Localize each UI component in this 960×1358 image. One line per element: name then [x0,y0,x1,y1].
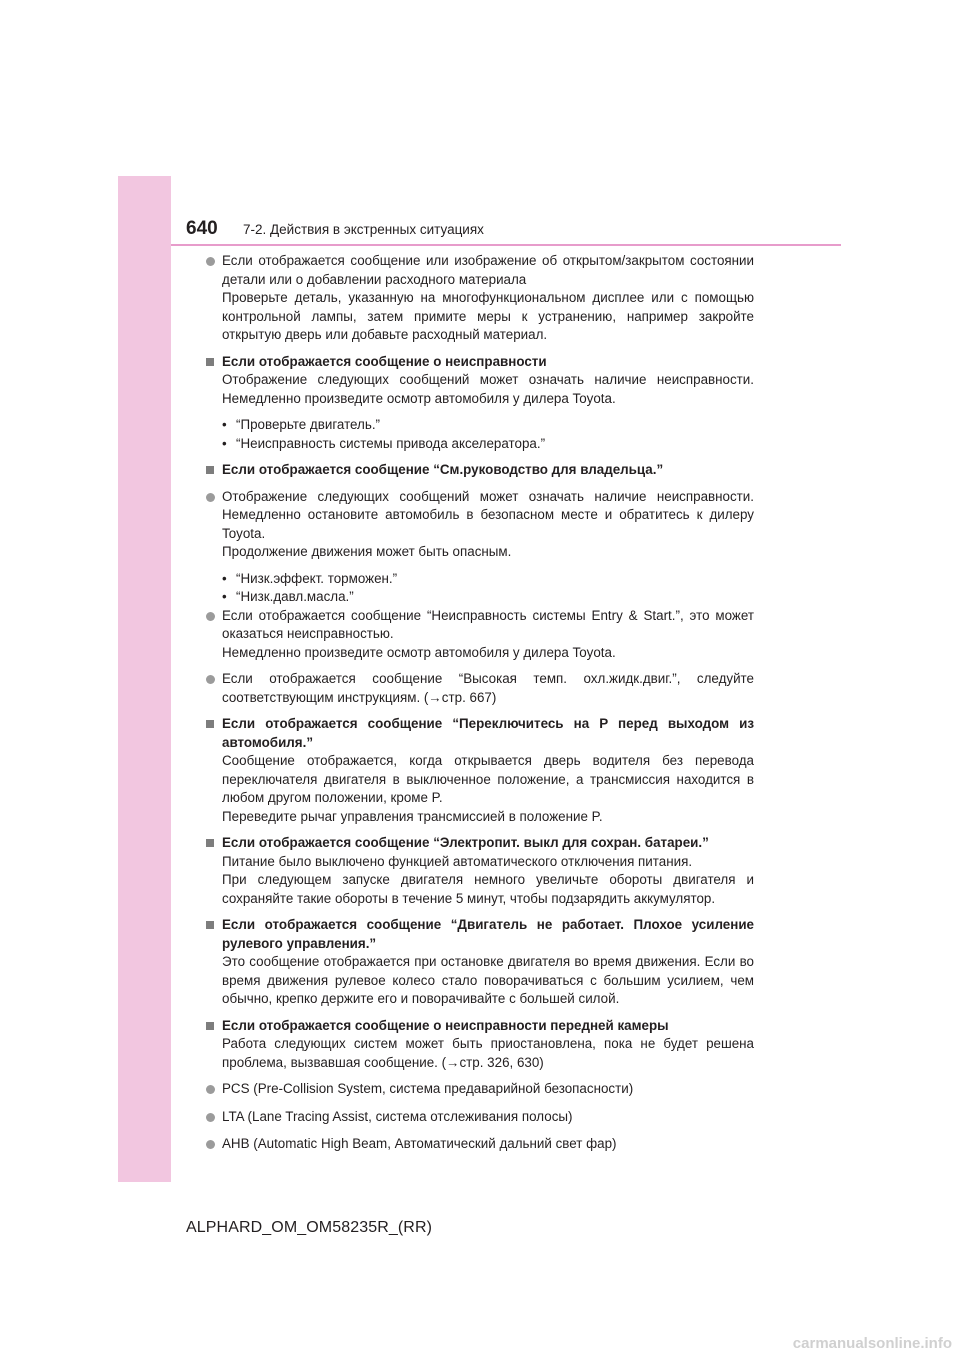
bullet-item [206,607,754,663]
page-number: 640 [186,218,218,239]
bullet-circle-icon [206,493,215,502]
heading-square-icon [206,466,214,474]
section-heading [206,916,754,953]
paragraph: Немедленно произведите осмотр автомобиля у дилера Toyota. [222,644,616,660]
section-heading [206,834,754,853]
bullet-circle-icon [206,1113,215,1122]
bullet-item [206,1135,754,1155]
heading-text: Если отображается сообщение о неисправности [222,353,547,369]
list-item-text: “Низк.давл.масла.” [236,589,354,604]
bullet-item [206,1108,754,1128]
body-text [206,953,754,1009]
section-heading [206,1017,754,1036]
heading-text: Если отображается сообщение о неисправности передней камеры [222,1017,669,1033]
bullet-item [206,1080,754,1100]
heading-text: Если отображается сообщение “Двигатель не работает. Плохое усиление рулевого управления.” [222,917,754,951]
heading-square-icon [206,720,214,728]
bullet-circle-icon [206,1140,215,1149]
heading-square-icon [206,1022,214,1030]
list-item: • “Низк.эффект. торможен.” [222,570,754,589]
body-text [206,752,754,826]
side-tab-band [118,176,171,1182]
heading-square-icon [206,921,214,929]
paragraph: Продолжение движения может быть опасным. [222,544,512,559]
body-text [206,371,754,408]
paragraph: Это сообщение отображается при остановке двигателя во время движения. Если во время движения рулевое колесо стало поворачиваться с большим усилием, чем обычно, крепко держите его и поворачивайте с большей силой. [222,954,754,1006]
paragraph: При следующем запуске двигателя немного увеличьте обороты двигателя и сохраняйте такие обороты в течение 5 минут, чтобы подзарядить аккумулятор. [222,872,754,906]
bullet-item [206,488,754,562]
bullet-item [206,670,754,707]
dot-list [206,570,754,607]
paragraph: Переведите рычаг управления трансмиссией в положение P. [222,808,603,824]
heading-square-icon [206,839,214,847]
paragraph: Работа следующих систем может быть приостановлена, пока не будет решена проблема, вызвавшая сообщение. (→стр. 326, 630) [222,1036,754,1070]
paragraph: Если отображается сообщение или изображение об открытом/закрытом состоянии детали или о добавлении расходного материала [222,253,754,287]
bullet-item [206,252,754,345]
heading-square-icon [206,358,214,366]
paragraph: Питание было выключено функцией автоматического отключения питания. [222,853,693,869]
heading-text: Если отображается сообщение “См.руководство для владельца.” [222,462,664,477]
paragraph: AHB (Automatic High Beam, Автоматический дальний свет фар) [222,1136,617,1151]
paragraph: Если отображается сообщение “Неисправность системы Entry & Start.”, это может оказаться неисправностью. [222,607,754,641]
list-item-text: “Неисправность системы привода акселератора.” [236,435,546,451]
watermark: carmanualsonline.info [792,1335,952,1352]
list-item: • “Неисправность системы привода акселератора.” [222,435,754,454]
heading-text: Если отображается сообщение “Электропит. выкл для сохран. батареи.” [222,835,709,850]
list-item: • “Проверьте двигатель.” [222,416,754,435]
document-code: ALPHARD_OM_OM58235R_(RR) [186,1219,433,1236]
dot-list [206,416,754,453]
paragraph: PCS (Pre-Collision System, система предаварийной безопасности) [222,1081,634,1096]
body-text [206,853,754,909]
paragraph: Отображение следующих сообщений может означать наличие неисправности. Немедленно произведите осмотр автомобиля у дилера Toyota. [222,372,754,406]
paragraph: Сообщение отображается, когда открывается дверь водителя без перевода переключателя двигателя в выключенное положение, а трансмиссия находится в любом другом положении, кроме P. [222,753,754,805]
section-heading [206,715,754,752]
paragraph: Если отображается сообщение “Высокая темп. охл.жидк.двиг.”, следуйте соответствующим инструкциям. (→стр. 667) [222,671,754,705]
page-content [206,252,754,1163]
bullet-circle-icon [206,1085,215,1094]
header-divider [171,244,841,246]
section-heading [206,461,754,480]
bullet-circle-icon [206,612,215,621]
list-item: • “Низк.давл.масла.” [222,588,754,607]
paragraph: Проверьте деталь, указанную на многофункциональном дисплее или с помощью контрольной лампы, затем примите меры к устранению, например закройте открытую дверь или добавьте расходный материал. [222,290,754,342]
heading-text: Если отображается сообщение “Переключитесь на P перед выходом из автомобиля.” [222,716,754,750]
list-item-text: “Проверьте двигатель.” [236,417,381,432]
bullet-circle-icon [206,257,215,266]
bullet-circle-icon [206,675,215,684]
body-text [206,1035,754,1072]
paragraph: Отображение следующих сообщений может означать наличие неисправности. Немедленно остановите автомобиль в безопасном месте и обратитесь к дилеру Toyota. [222,488,754,541]
list-item-text: “Низк.эффект. торможен.” [236,570,398,586]
paragraph: LTA (Lane Tracing Assist, система отслеживания полосы) [222,1108,573,1124]
section-title: 7-2. Действия в экстренных ситуациях [243,222,484,237]
section-heading [206,353,754,372]
